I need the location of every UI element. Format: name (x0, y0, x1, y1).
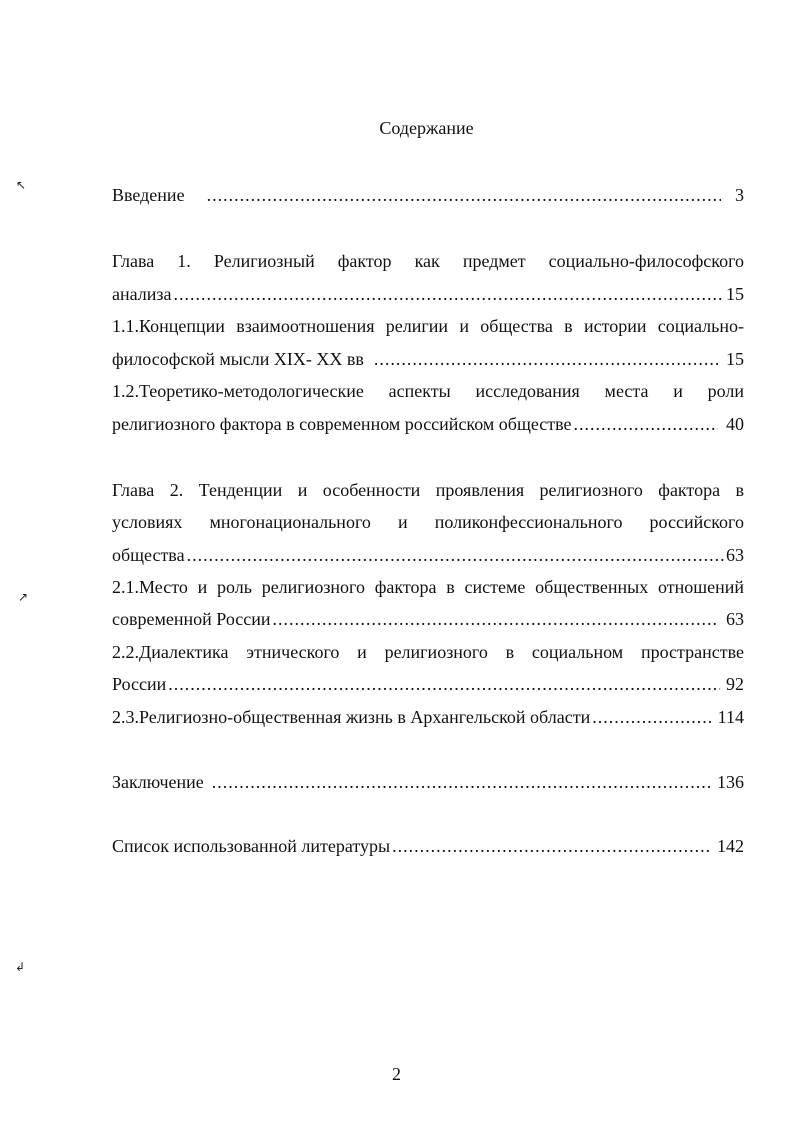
toc-entry-chapter-2 (112, 543, 744, 567)
toc-entry-references (112, 834, 744, 858)
toc-leader-dots (173, 282, 724, 306)
toc-entry-section-1-2 (112, 412, 744, 436)
toc-entry-intro (112, 183, 744, 207)
toc-label: Список использованной литературы (112, 836, 391, 856)
toc-page-number: 136 (717, 772, 744, 792)
page-number: 2 (392, 1064, 401, 1084)
toc-label: философской мысли XIX- XX вв (112, 349, 364, 369)
toc-page-number: 63 (726, 609, 744, 629)
page-title: Содержание (379, 118, 474, 138)
toc-page-number: 15 (726, 349, 744, 369)
toc-page-number: 142 (717, 836, 744, 856)
toc-leader-dots (273, 607, 718, 631)
toc-entry-section-2-1 (112, 607, 744, 631)
toc-entry-section-2-3 (112, 705, 744, 729)
toc-section-2-1-line-1: 2.1.Место и роль религиозного фактора в системе общественных отношений (112, 577, 744, 597)
toc-label: религиозного фактора в современном российском обществе (112, 414, 572, 434)
toc-label: Введение (112, 185, 185, 205)
toc-leader-dots (212, 770, 711, 794)
toc-label: общества (112, 545, 185, 565)
toc-leader-dots (207, 183, 721, 207)
toc-label: 2.3.Религиозно-общественная жизнь в Архангельской области (112, 707, 591, 727)
toc-leader-dots (168, 672, 720, 696)
toc-page-number: 40 (726, 414, 744, 434)
toc-leader-dots (574, 412, 718, 436)
toc-label: Заключение (112, 772, 204, 792)
toc-label: России (112, 674, 167, 694)
scan-mark: ↗ (18, 590, 29, 604)
toc-label: современной России (112, 609, 271, 629)
toc-chapter-1-line-1: Глава 1. Религиозный фактор как предмет социально-философского (112, 251, 744, 271)
toc-entry-section-2-2 (112, 672, 744, 696)
toc-entry-section-1-1 (112, 347, 744, 371)
toc-page-number: 63 (726, 545, 744, 565)
scan-mark: ↖ (16, 178, 27, 192)
toc-page-number: 114 (717, 707, 744, 727)
toc-section-1-1-line-1: 1.1.Концепции взаимоотношения религии и общества в истории социально- (112, 316, 744, 336)
toc-entry-chapter-1 (112, 282, 744, 306)
toc-label: анализа (112, 284, 172, 304)
toc-page-number: 92 (726, 674, 744, 694)
toc-leader-dots (187, 543, 724, 567)
toc-entry-conclusion (112, 770, 744, 794)
toc-leader-dots (374, 347, 718, 371)
toc-leader-dots (392, 834, 711, 858)
toc-chapter-2-line-1: Глава 2. Тенденции и особенности проявления религиозного фактора в (112, 480, 744, 500)
toc-chapter-2-line-2: условиях многонационального и поликонфессионального российского (112, 512, 744, 532)
toc-section-1-2-line-1: 1.2.Теоретико-методологические аспекты исследования места и роли (112, 381, 744, 401)
toc-leader-dots (592, 705, 711, 729)
toc-section-2-2-line-1: 2.2.Диалектика этнического и религиозного в социальном пространстве (112, 642, 744, 662)
toc-page-number: 15 (726, 284, 744, 304)
toc-page-number: 3 (735, 185, 744, 205)
scan-mark: ↲ (15, 960, 26, 974)
